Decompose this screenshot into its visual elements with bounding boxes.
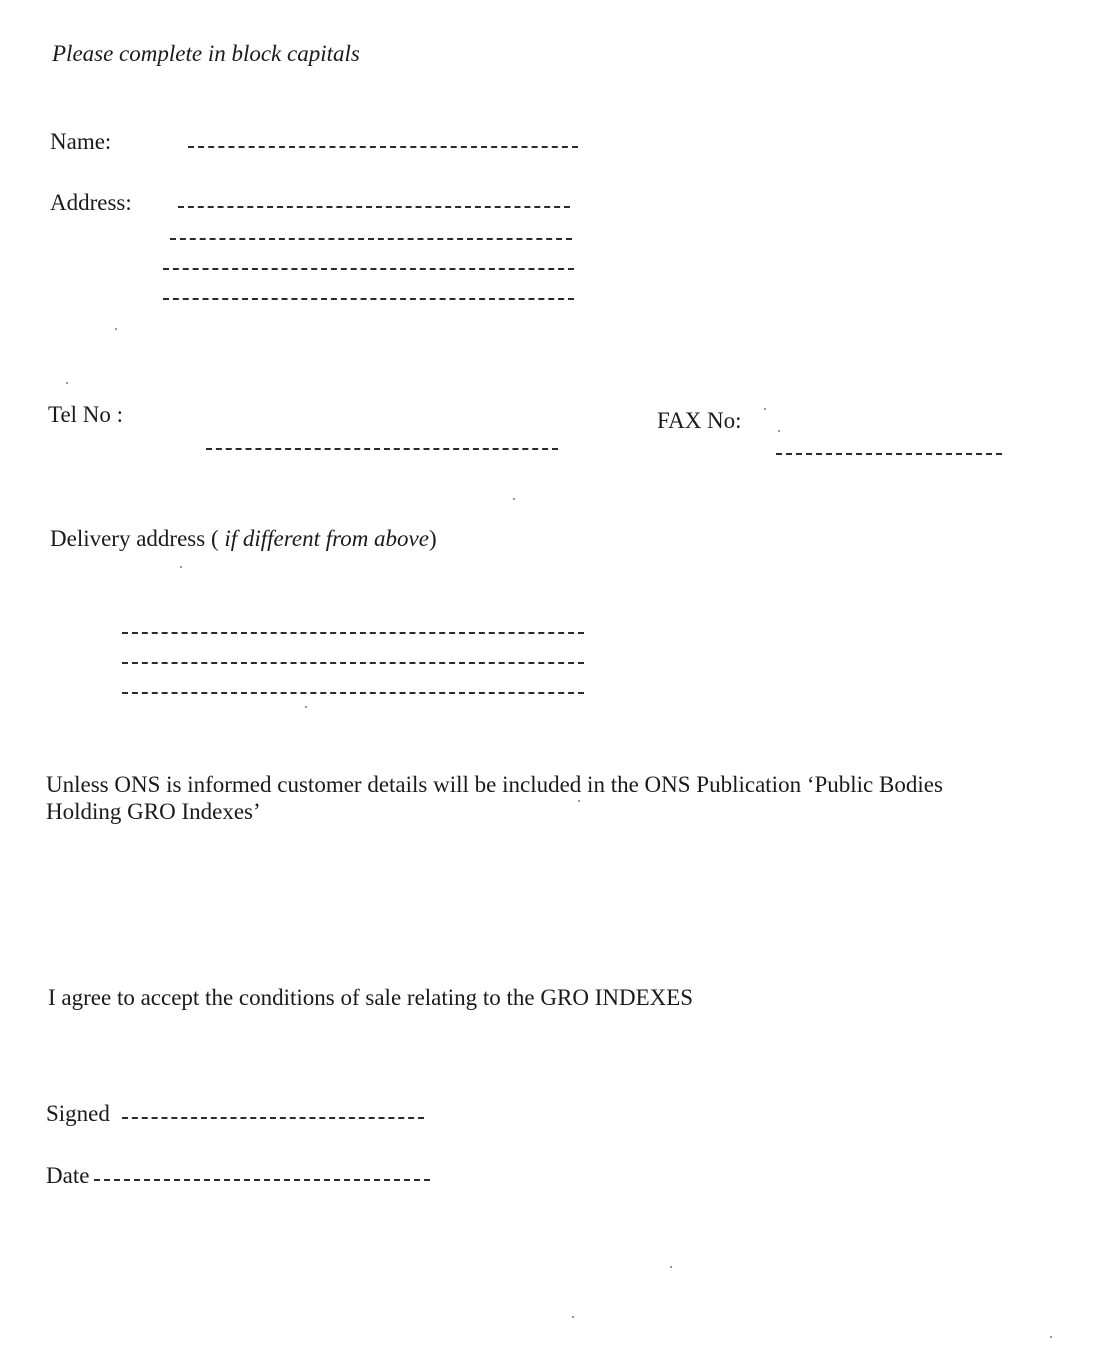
address-line-3-field[interactable] [163,268,574,270]
delivery-label-suffix: ) [428,526,437,551]
scan-speck [778,430,780,432]
address-line-4-field[interactable] [163,298,574,300]
scan-speck [180,566,182,568]
form-instruction: Please complete in block capitals [52,41,360,66]
publication-notice: Unless ONS is informed customer details will be included in the ONS Publication ‘Public Bodies Holding GRO Indexes’ [46,772,943,824]
date-field[interactable] [94,1179,430,1181]
signed-label: Signed [46,1101,110,1126]
address-line-1-field[interactable] [178,206,570,208]
address-label: Address: [50,190,132,215]
delivery-address-label [50,527,437,550]
name-field[interactable] [188,146,578,148]
signature-field[interactable] [122,1117,424,1119]
scan-speck [66,382,68,384]
address-line-2-field[interactable] [170,238,572,240]
scan-speck [572,1316,574,1318]
scan-speck [670,1266,672,1268]
tel-label: Tel No : [48,402,124,427]
delivery-line-2-field[interactable] [122,662,584,664]
scan-speck [513,498,515,500]
delivery-label-note: if different from above [224,526,429,551]
delivery-line-1-field[interactable] [122,632,584,634]
date-label: Date [46,1163,90,1188]
fax-label: FAX No: [657,408,742,433]
delivery-line-3-field[interactable] [122,692,584,694]
fax-field[interactable] [776,453,1002,455]
scan-speck [578,800,580,802]
tel-field[interactable] [206,448,558,450]
scan-speck [1050,1336,1052,1338]
scan-speck [305,706,307,708]
scan-speck [764,408,766,410]
delivery-label-prefix: Delivery address ( [50,526,225,551]
name-label: Name: [50,129,112,154]
agreement-statement: I agree to accept the conditions of sale relating to the GRO INDEXES [48,985,694,1010]
scan-speck [115,328,117,330]
